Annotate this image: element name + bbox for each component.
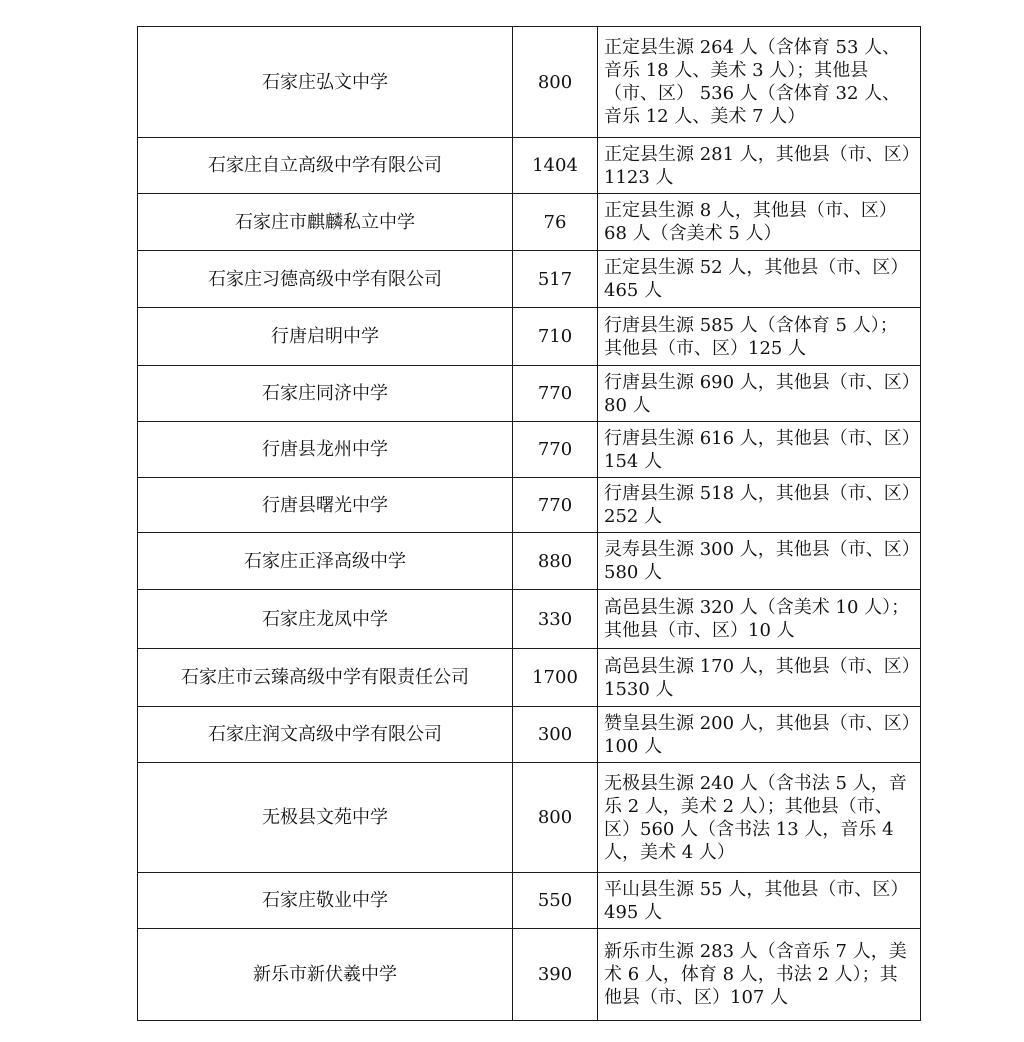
table-row	[138, 763, 921, 873]
table-row	[138, 194, 921, 251]
source-detail-cell: 正定县生源 8 人，其他县（市、区）68 人（含美术 5 人）	[598, 194, 921, 251]
table-row	[138, 366, 921, 422]
quota-cell: 800	[513, 763, 598, 873]
table-row	[138, 27, 921, 138]
source-detail-cell: 正定县生源 264 人（含体育 53 人、音乐 18 人、美术 3 人）；其他县（市、区） 536 人（含体育 32 人、音乐 12 人、美术 7 人）	[598, 27, 921, 138]
table-row	[138, 138, 921, 194]
quota-cell: 330	[513, 590, 598, 649]
table-row	[138, 707, 921, 763]
table-row	[138, 533, 921, 590]
table-row	[138, 251, 921, 308]
quota-cell: 517	[513, 251, 598, 308]
table-row	[138, 478, 921, 533]
source-detail-cell: 新乐市生源 283 人（含音乐 7 人，美术 6 人，体育 8 人，书法 2 人）；其他县（市、区）107 人	[598, 929, 921, 1021]
table-row	[138, 422, 921, 478]
quota-cell: 770	[513, 478, 598, 533]
source-detail-cell: 行唐县生源 616 人，其他县（市、区）154 人	[598, 422, 921, 478]
school-name-cell: 石家庄自立高级中学有限公司	[138, 138, 513, 194]
quota-cell: 800	[513, 27, 598, 138]
school-name-cell: 石家庄同济中学	[138, 366, 513, 422]
school-name-cell: 石家庄市云臻高级中学有限责任公司	[138, 649, 513, 707]
table-row	[138, 308, 921, 366]
source-detail-cell: 灵寿县生源 300 人，其他县（市、区）580 人	[598, 533, 921, 590]
source-detail-cell: 无极县生源 240 人（含书法 5 人，音乐 2 人，美术 2 人）；其他县（市、区）560 人（含书法 13 人，音乐 4 人，美术 4 人）	[598, 763, 921, 873]
school-name-cell: 石家庄市麒麟私立中学	[138, 194, 513, 251]
source-detail-cell: 正定县生源 52 人，其他县（市、区）465 人	[598, 251, 921, 308]
quota-cell: 1404	[513, 138, 598, 194]
source-detail-cell: 赞皇县生源 200 人，其他县（市、区）100 人	[598, 707, 921, 763]
source-detail-cell: 高邑县生源 320 人（含美术 10 人）；其他县（市、区）10 人	[598, 590, 921, 649]
school-name-cell: 石家庄正泽高级中学	[138, 533, 513, 590]
quota-cell: 770	[513, 366, 598, 422]
school-name-cell: 石家庄习德高级中学有限公司	[138, 251, 513, 308]
school-name-cell: 行唐县龙州中学	[138, 422, 513, 478]
school-name-cell: 无极县文苑中学	[138, 763, 513, 873]
table-row	[138, 590, 921, 649]
school-name-cell: 行唐县曙光中学	[138, 478, 513, 533]
school-name-cell: 石家庄敬业中学	[138, 873, 513, 929]
quota-cell: 390	[513, 929, 598, 1021]
table-row	[138, 929, 921, 1021]
table-row	[138, 873, 921, 929]
school-name-cell: 石家庄弘文中学	[138, 27, 513, 138]
quota-cell: 710	[513, 308, 598, 366]
quota-cell: 550	[513, 873, 598, 929]
quota-cell: 880	[513, 533, 598, 590]
source-detail-cell: 行唐县生源 585 人（含体育 5 人）；其他县（市、区）125 人	[598, 308, 921, 366]
enrollment-quota-table	[137, 26, 921, 1021]
school-name-cell: 石家庄龙凤中学	[138, 590, 513, 649]
school-name-cell: 行唐启明中学	[138, 308, 513, 366]
source-detail-cell: 行唐县生源 518 人，其他县（市、区）252 人	[598, 478, 921, 533]
school-name-cell: 石家庄润文高级中学有限公司	[138, 707, 513, 763]
school-name-cell: 新乐市新伏羲中学	[138, 929, 513, 1021]
quota-cell: 300	[513, 707, 598, 763]
source-detail-cell: 正定县生源 281 人，其他县（市、区）1123 人	[598, 138, 921, 194]
source-detail-cell: 平山县生源 55 人，其他县（市、区）495 人	[598, 873, 921, 929]
table-row	[138, 649, 921, 707]
quota-cell: 76	[513, 194, 598, 251]
quota-cell: 770	[513, 422, 598, 478]
source-detail-cell: 行唐县生源 690 人，其他县（市、区）80 人	[598, 366, 921, 422]
quota-cell: 1700	[513, 649, 598, 707]
source-detail-cell: 高邑县生源 170 人，其他县（市、区）1530 人	[598, 649, 921, 707]
